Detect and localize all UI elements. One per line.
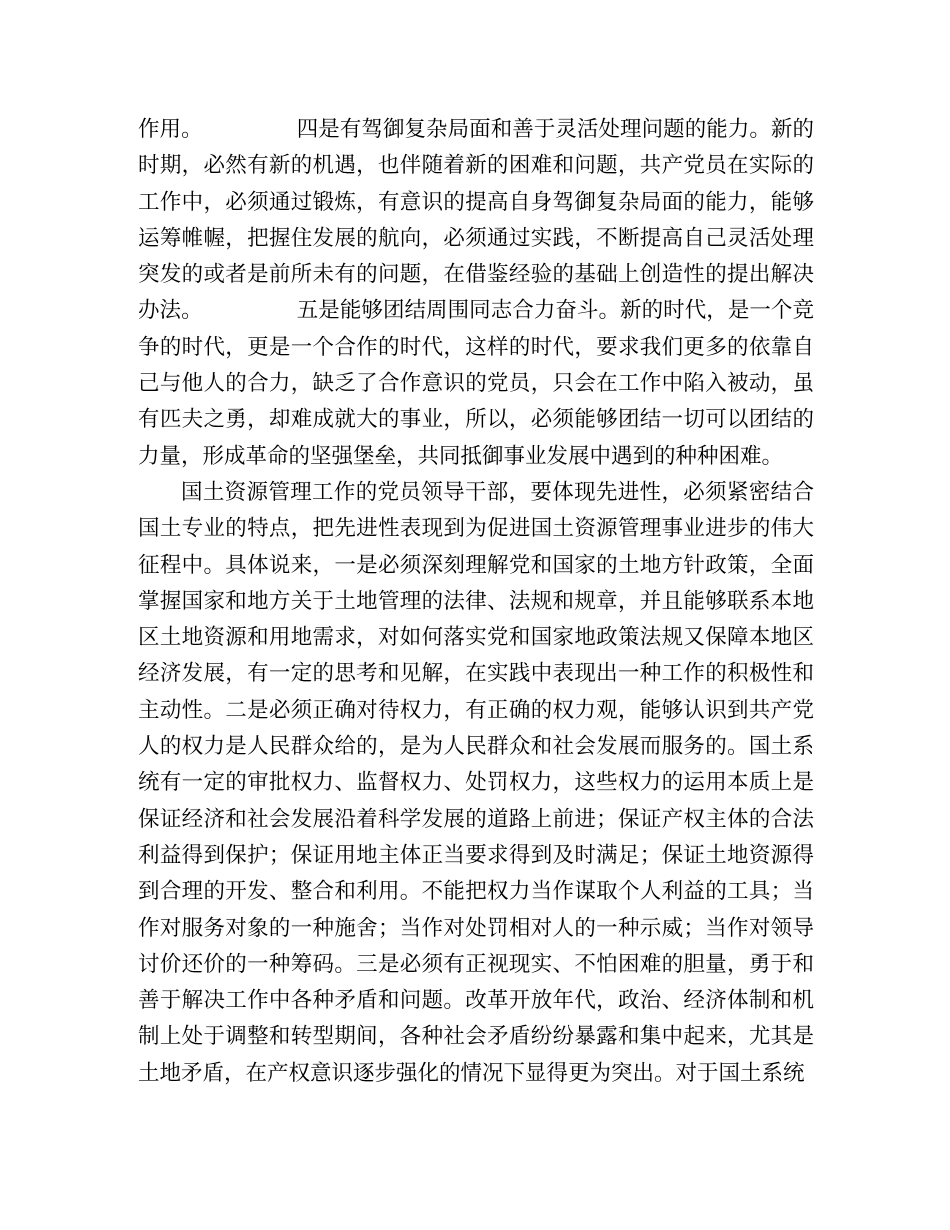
paragraph-2: 国土资源管理工作的党员领导干部，要体现先进性，必须紧密结合国土专业的特点，把先进性表现到为促进国土资源管理事业进步的伟大征程中。具体说来，一是必须深刻理解党和国家的土地方针政策，全面掌握国家和地方关于土地管理的法律、法规和规章，并且能够联系本地区土地资源和用地需求，对如何落实党和国家地政策法规又保障本地区经济发展，有一定的思考和见解，在实践中表现出一种工作的积极性和主动性。二是必须正确对待权力，有正确的权力观，能够认识到共产党人的权力是人民群众给的，是为人民群众和社会发展而服务的。国土系统有一定的审批权力、监督权力、处罚权力，这些权力的运用本质上是保证经济和社会发展沿着科学发展的道路上前进；保证产权主体的合法利益得到保护；保证用地主体正当要求得到及时满足；保证土地资源得到合理的开发、整合和利用。不能把权力当作谋取个人利益的工具；当作对服务对象的一种施舍；当作对处罚相对人的一种示威；当作对领导讨价还价的一种筹码。三是必须有正视现实、不怕困难的胆量，勇于和善于解决工作中各种矛盾和问题。改革开放年代，政治、经济体制和机制上处于调整和转型期间，各种社会矛盾纷纷暴露和集中起来，尤其是土地矛盾，在产权意识逐步强化的情况下显得更为突出。对于国土系统 [138,479,814,1086]
document-page [138,112,814,1092]
paragraph-1-segment-3: 五是能够团结周围同志合力奋斗。新的时代，是一个竞争的时代，更是一个合作的时代，这样的时代，要求我们更多的依靠自己与他人的合力，缺乏了合作意识的党员，只会在工作中陷入被动，虽有匹夫之勇，却难成就大的事业，所以，必须能够团结一切可以团结的力量，形成革命的坚强堡垒，共同抵御事业发展中遇到的种种困难。 [138,298,814,469]
paragraph-1 [138,112,814,475]
paragraph-1-segment-2: 四是有驾御复杂局面和善于灵活处理问题的能力。新的时期，必然有新的机遇，也伴随着新的困难和问题，共产党员在实际的工作中，必须通过锻炼，有意识的提高自身驾御复杂局面的能力，能够运筹帷幄，把握住发展的航向，必须通过实践，不断提高自己灵活处理突发的或者是前所未有的问题，在借鉴经验的基础上创造性的提出解决办法。 [138,117,814,324]
paragraph-1-segment-1: 作用。 [138,117,203,142]
